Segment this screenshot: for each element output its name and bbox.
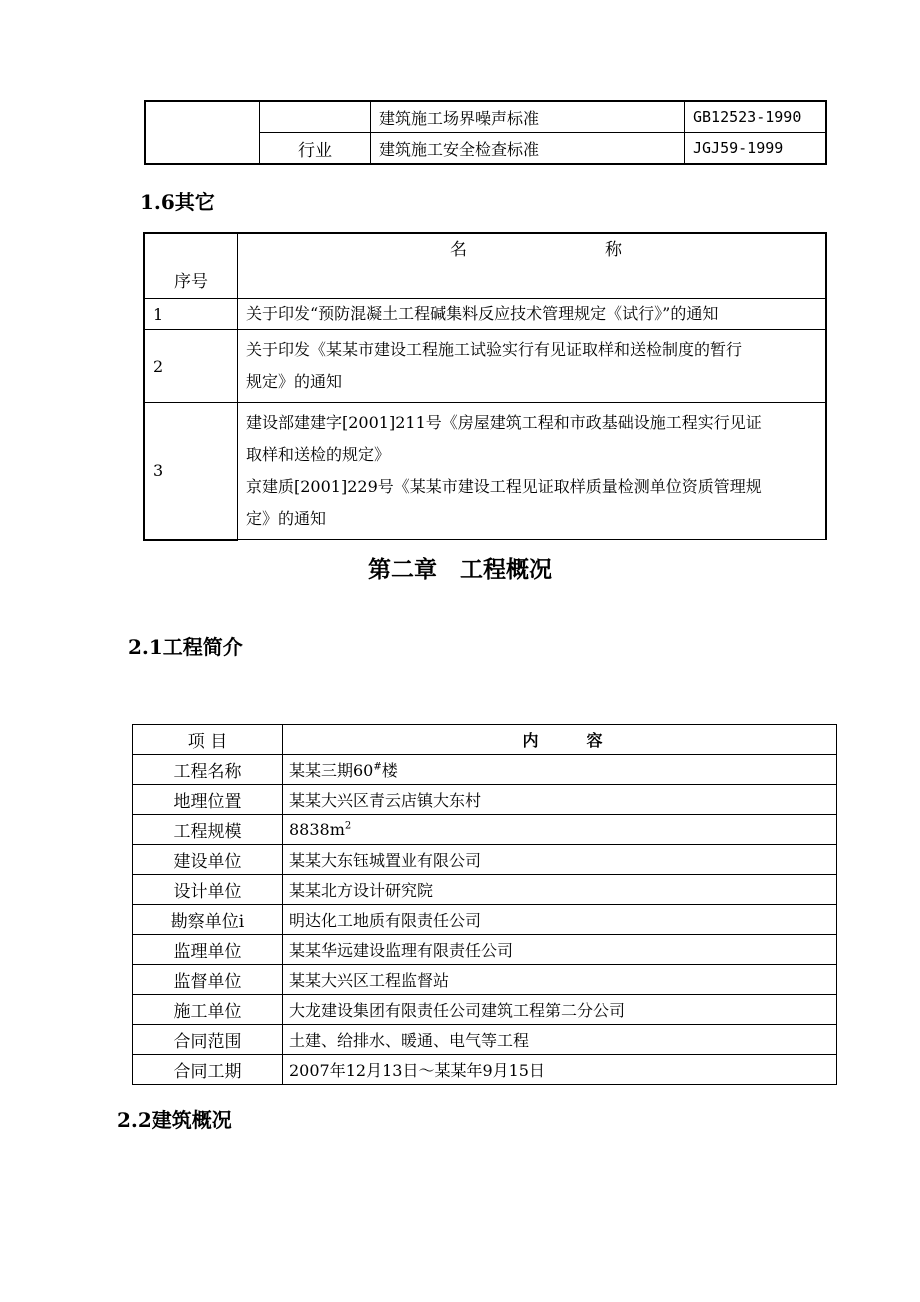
table-header-row [144,233,826,299]
document-line: 取样和送检的规定》 [246,445,391,464]
document-line: 建设部建建字[2001]211号《房屋建筑工程和市政基础设施工程实行见证 [246,413,762,432]
content-cell [283,755,837,785]
section-heading-2-1: 2.1工程简介 [128,635,243,659]
section-heading-2-2: 2.2建筑概况 [117,1108,232,1132]
level-cell [260,101,371,133]
item-cell: 合同工期 [133,1055,283,1085]
document-name-cell [238,299,827,330]
table-row [133,965,837,995]
content-cell [283,815,837,845]
content-cell: 2007年12月13日～某某年9月15日 [283,1055,837,1085]
document-line: 规定》的通知 [246,372,343,391]
table-row [133,905,837,935]
table-header-row [133,725,837,755]
document-name-cell [238,330,827,403]
index-cell: 2 [144,330,238,403]
content-cell: 某某北方设计研究院 [283,875,837,905]
table-row [133,815,837,845]
table-row [133,935,837,965]
table-row [133,785,837,815]
item-cell: 地理位置 [133,785,283,815]
index-cell: 3 [144,403,238,540]
content-cell: 土建、给排水、暖通、电气等工程 [283,1025,837,1055]
table-row [133,1025,837,1055]
item-cell: 工程名称 [133,755,283,785]
document-line: 京建质[2001]229号《某某市建设工程见证取样质量检测单位资质管理规 [246,477,762,496]
table-row [133,995,837,1025]
document-name-cell [238,403,827,540]
index-cell: 1 [144,299,238,330]
section-heading-1-6: 1.6其它 [140,190,215,214]
item-cell: 设计单位 [133,875,283,905]
content-cell: 某某大东钰城置业有限公司 [283,845,837,875]
project-overview-table [132,724,837,1085]
content-cell: 某某大兴区工程监督站 [283,965,837,995]
index-header: 序号 [144,233,238,299]
document-line: 定》的通知 [246,509,327,528]
content-superscript: # [373,761,382,773]
item-cell: 工程规模 [133,815,283,845]
other-documents-table [143,232,827,541]
content-text: 某某三期60 [289,761,374,780]
item-cell: 监理单位 [133,935,283,965]
content-cell: 明达化工地质有限责任公司 [283,905,837,935]
item-cell: 勘察单位i [133,905,283,935]
item-header: 项 目 [133,725,283,755]
item-cell: 监督单位 [133,965,283,995]
content-cell: 大龙建设集团有限责任公司建筑工程第二分公司 [283,995,837,1025]
table-row [144,299,826,330]
table-row [133,845,837,875]
name-header-part2: 称 [605,240,622,260]
standard-name-cell: 建筑施工场界噪声标准 [371,101,685,133]
table-row [133,1055,837,1085]
name-header-part1: 名 [450,240,467,260]
standards-table [144,100,827,165]
content-header: 内 容 [283,725,837,755]
standard-code-cell: GB12523-1990 [685,101,827,133]
chapter-title: 第二章 工程概况 [368,556,552,583]
table-row [133,755,837,785]
content-suffix: 楼 [381,761,398,780]
category-cell [145,101,260,164]
content-superscript: 2 [344,820,352,832]
table-row [145,101,826,133]
content-text: 8838m [289,820,345,839]
document-line: 关于印发“预防混凝土工程碱集料反应技术管理规定《试行》”的通知 [246,304,719,323]
document-line: 关于印发《某某市建设工程施工试验实行有见证取样和送检制度的暂行 [246,340,743,359]
name-header [238,233,827,299]
item-cell: 合同范围 [133,1025,283,1055]
standard-name-cell: 建筑施工安全检查标准 [371,133,685,165]
item-cell: 施工单位 [133,995,283,1025]
standard-code-cell: JGJ59-1999 [685,133,827,165]
item-cell: 建设单位 [133,845,283,875]
content-cell: 某某大兴区青云店镇大东村 [283,785,837,815]
table-row [133,875,837,905]
content-cell: 某某华远建设监理有限责任公司 [283,935,837,965]
table-row [144,403,826,540]
level-cell: 行业 [260,133,371,165]
table-row [144,330,826,403]
